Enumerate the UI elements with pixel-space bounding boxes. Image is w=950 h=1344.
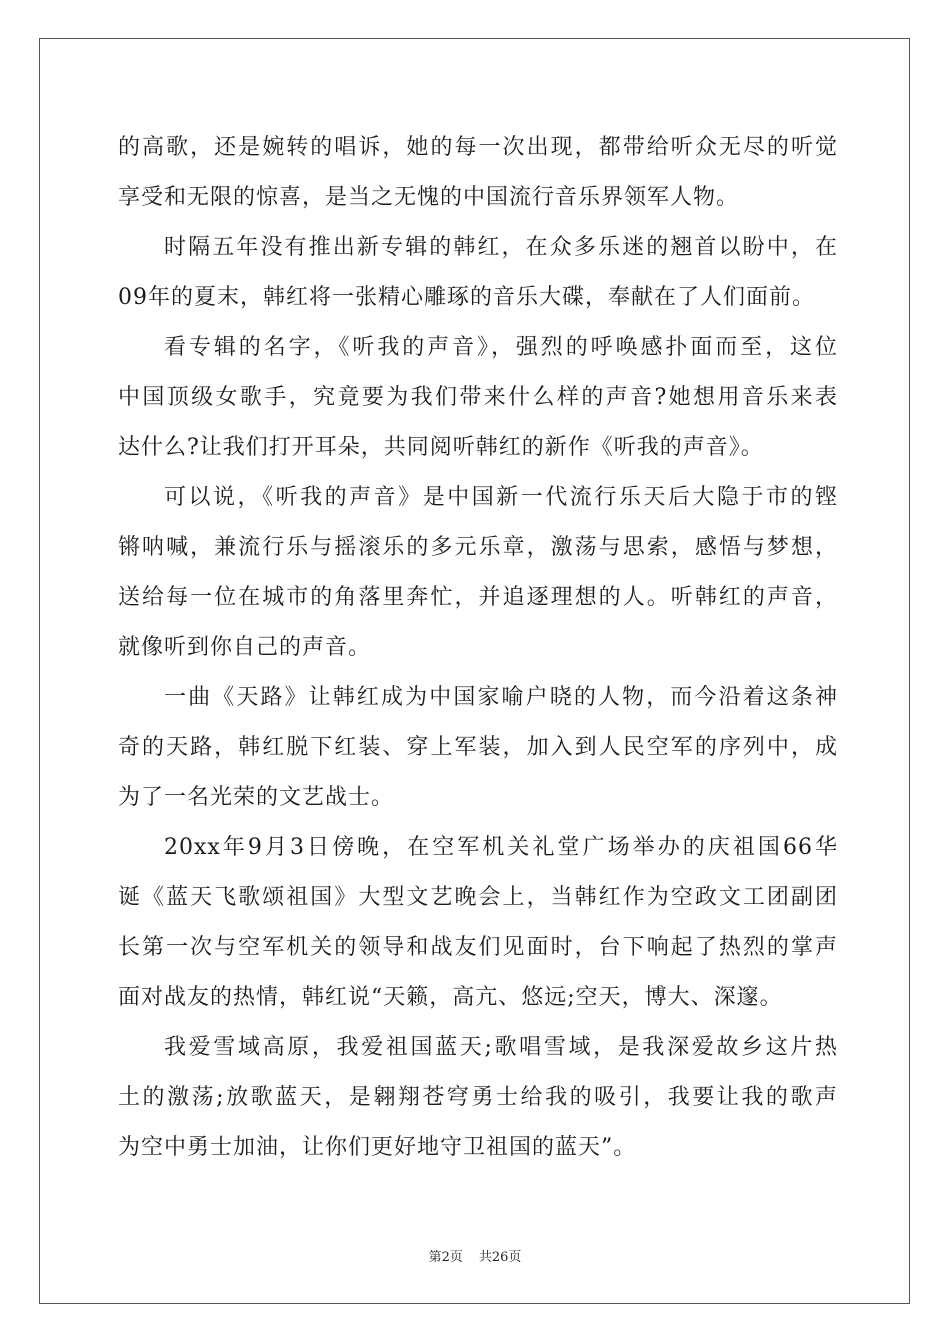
text-line: 享受和无限的惊喜，是当之无愧的中国流行音乐界领军人物。 (118, 185, 740, 210)
text-line: 面对战友的热情，韩红说“天籁，高亢、悠远;空天，博大、深邃。 (118, 985, 783, 1010)
text-line: 我爱雪域高原，我爱祖国蓝天;歌唱雪域，是我深爱故乡这片热 (164, 1035, 838, 1060)
text-line: 一曲《天路》让韩红成为中国家喻户晓的人物，而今沿着这条神 (164, 685, 838, 710)
text-line: 为空中勇士加油，让你们更好地守卫祖国的蓝天”。 (118, 1135, 637, 1160)
text-line: 锵呐喊，兼流行乐与摇滚乐的多元乐章，激荡与思索，感悟与梦想， (118, 535, 838, 560)
text-line: 看专辑的名字，《听我的声音》，强烈的呼唤感扑面而至，这位 (164, 335, 838, 360)
text-line: 土的激荡;放歌蓝天，是翱翔苍穹勇士给我的吸引，我要让我的歌声 (118, 1085, 838, 1110)
text-line: 送给每一位在城市的角落里奔忙，并追逐理想的人。听韩红的声音， (118, 585, 838, 610)
text-line: 09年的夏末，韩红将一张精心雕琢的音乐大碟，奉献在了人们面前。 (118, 285, 815, 310)
text-line: 达什么?让我们打开耳朵，共同阅听韩红的新作《听我的声音》。 (118, 435, 764, 460)
text-line: 就像听到你自己的声音。 (118, 635, 372, 660)
text-line: 长第一次与空军机关的领导和战友们见面时，台下响起了热烈的掌声 (118, 935, 838, 960)
text-line: 的高歌，还是婉转的唱诉，她的每一次出现，都带给听众无尽的听觉 (118, 135, 838, 160)
text-line: 为了一名光荣的文艺战士。 (118, 785, 395, 810)
text-line: 20xx年9月3日傍晚，在空军机关礼堂广场举办的庆祖国66华 (164, 835, 838, 860)
page-footer (0, 1246, 950, 1265)
page-total: 共26页 (478, 1250, 522, 1265)
text-line: 奇的天路，韩红脱下红装、穿上军装，加入到人民空军的序列中，成 (118, 735, 838, 760)
text-line: 时隔五年没有推出新专辑的韩红，在众多乐迷的翘首以盼中，在 (164, 235, 838, 260)
document-body (118, 123, 838, 1173)
text-line: 可以说，《听我的声音》是中国新一代流行乐天后大隐于市的铿 (164, 485, 838, 510)
text-line: 中国顶级女歌手，究竟要为我们带来什么样的声音?她想用音乐来表 (118, 385, 838, 410)
text-line: 诞《蓝天飞歌颂祖国》大型文艺晚会上，当韩红作为空政文工团副团 (118, 885, 838, 910)
page-number: 第2页 (428, 1250, 463, 1265)
